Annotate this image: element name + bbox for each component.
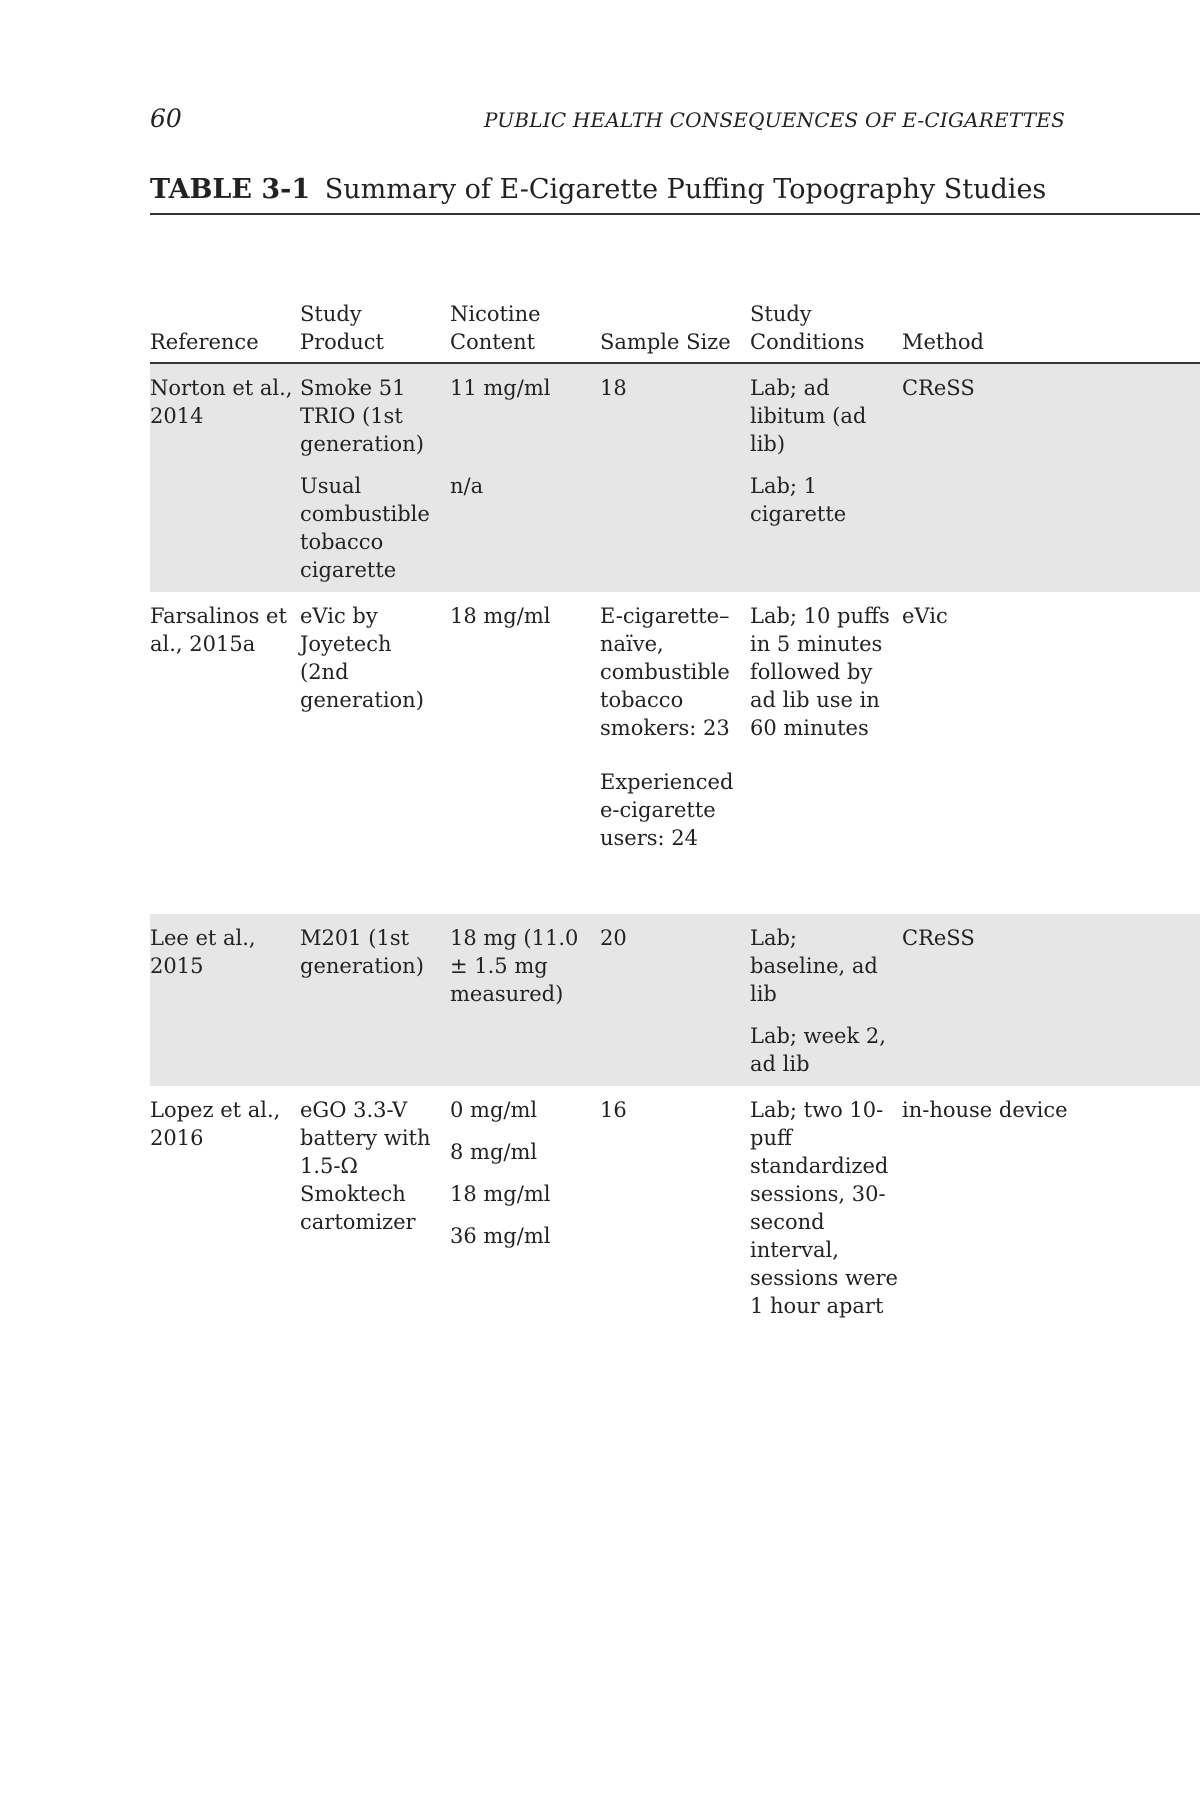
cell-nicotine-content: 11 mg/ml n/a [450,363,600,592]
table-row [150,914,1200,1086]
cell-sample-size: E-cigarette–naïve, combustible tobacco smokers: 23 Experienced e-cigarette users: 24 [600,604,734,850]
cell-study-conditions: Lab; baseline, ad lib Lab; week 2, ad lib [750,914,902,1086]
table-number: TABLE 3-1 [150,174,311,205]
col-header-study-conditions: Study Conditions [750,300,902,363]
cell-study-conditions: Lab; two 10-puff standardized sessions, 30-second interval, sessions were 1 hour apart [750,1098,898,1318]
cell-study-product: M201 (1st generation) [300,914,450,1086]
nicotine-level: 8 mg/ml [450,1140,538,1164]
table-header-row [150,300,1200,363]
cell-sample-size: 18 [600,363,750,592]
cell-sample-size: 20 [600,914,750,1086]
cell-study-conditions: Lab; 10 puffs in 5 minutes followed by ad lib use in 60 minutes [750,604,890,740]
col-header-study-product: Study Product [300,300,450,363]
cell-reference: Lee et al., 2015 [150,914,300,1086]
cell-nicotine-content: 18 mg/ml [450,604,551,628]
nicotine-level: 0 mg/ml [450,1098,538,1122]
cell-method: in-house device [902,1098,1068,1122]
running-head: PUBLIC HEALTH CONSEQUENCES OF E-CIGARETTES [484,108,1065,132]
col-header-nicotine-content: Nicotine Content [450,300,600,363]
cell-method: eVic [902,604,948,628]
cell-study-product: eVic by Joyetech (2nd generation) [300,604,424,712]
table-row [150,363,1200,592]
nicotine-level: 36 mg/ml [450,1224,551,1248]
table-row [150,1086,1200,1328]
title-rule [150,213,1200,215]
cell-study-conditions: Lab; ad libitum (ad lib) Lab; 1 cigarette [750,363,902,592]
table-caption: Summary of E-Cigarette Puffing Topography Studies [324,174,1047,205]
nicotine-level: 18 mg/ml [450,1182,551,1206]
cell-reference: Farsalinos et al., 2015a [150,604,287,656]
cell-method: CReSS [902,363,1200,592]
cell-study-product: eGO 3.3-V battery with 1.5-Ω Smoktech cartomizer [300,1098,431,1234]
cell-nicotine-content: 18 mg (11.0 ± 1.5 mg measured) [450,914,600,1086]
cell-reference: Lopez et al., 2016 [150,1098,281,1150]
table-row [150,592,1200,914]
table-title [150,174,1046,205]
topography-table [150,300,1200,1328]
cell-reference: Norton et al., 2014 [150,363,300,592]
cell-study-product: Smoke 51 TRIO (1st generation) Usual combustible tobacco cigarette [300,363,450,592]
col-header-reference: Reference [150,300,300,363]
col-header-method: Method [902,300,1200,363]
page-number: 60 [150,104,182,133]
cell-method: CReSS [902,914,1200,1086]
col-header-sample-size: Sample Size [600,300,750,363]
cell-sample-size: 16 [600,1098,627,1122]
cell-nicotine-content [450,1086,600,1328]
